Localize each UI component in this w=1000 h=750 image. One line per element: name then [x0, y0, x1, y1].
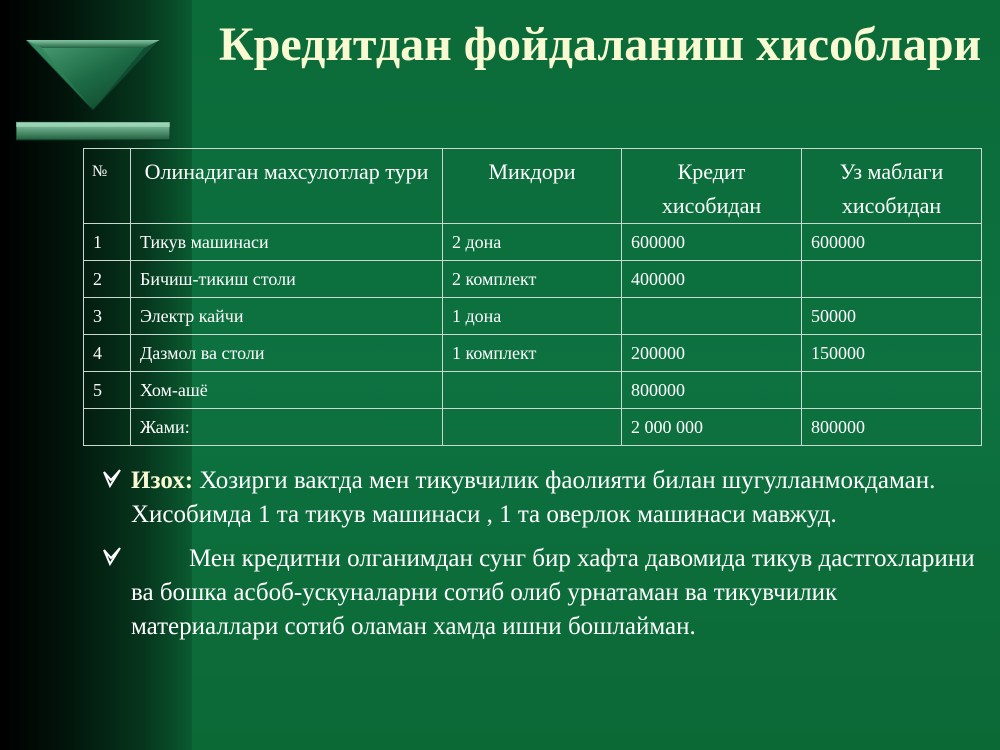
table-row: [84, 372, 982, 409]
cell-product: Дазмол ва столи: [131, 335, 443, 372]
cell-credit: 200000: [622, 335, 802, 372]
cell-quantity: 2 дона: [443, 224, 622, 261]
cell-product: Электр кайчи: [131, 298, 443, 335]
cell-product: Хом-ашё: [131, 372, 443, 409]
cell-credit: 600000: [622, 224, 802, 261]
checkmark-bullet-icon: [103, 466, 121, 500]
cell-number: 5: [84, 372, 131, 409]
cell-number: [84, 409, 131, 446]
cell-own: 150000: [802, 335, 982, 372]
cell-number: 4: [84, 335, 131, 372]
cell-own: 600000: [802, 224, 982, 261]
table-header-row: [84, 149, 982, 224]
cell-own: [802, 372, 982, 409]
cell-quantity: 2 комплект: [443, 261, 622, 298]
note-text: Мен кредитни олганимдан сунг бир хафта давомида тикув дастгохларини ва бошка асбоб-ускуналарни сотиб олиб урнатаман ва тикувчилик материаллари сотиб оламан хамда ишни бошлайман.: [131, 545, 975, 640]
table-row: [84, 298, 982, 335]
cell-quantity: [443, 409, 622, 446]
note-item: [95, 464, 985, 532]
checkmark-bullet-icon: [103, 544, 121, 578]
cell-quantity: 1 дона: [443, 298, 622, 335]
header-credit-amount: Кредит хисобидан: [622, 149, 802, 224]
slide-title: Кредитдан фойдаланиш хисоблари: [218, 18, 982, 71]
note-item: [95, 542, 985, 644]
cell-credit-total: 2 000 000: [622, 409, 802, 446]
note-text: Хозирги вактда мен тикувчилик фаолияти билан шугулланмокдаман. Хисобимда 1 та тикув машинаси , 1 та оверлок машинаси мавжуд.: [131, 467, 936, 528]
cell-credit: 400000: [622, 261, 802, 298]
table-row: [84, 335, 982, 372]
cell-credit: 800000: [622, 372, 802, 409]
note-label: Изох:: [131, 467, 194, 494]
header-quantity: Микдори: [443, 149, 622, 224]
cell-number: 3: [84, 298, 131, 335]
cell-own-total: 800000: [802, 409, 982, 446]
table-row: [84, 261, 982, 298]
table-row: [84, 224, 982, 261]
header-product-type: Олинадиган махсулотлар тури: [131, 149, 443, 224]
cell-own: 50000: [802, 298, 982, 335]
cell-quantity: [443, 372, 622, 409]
credit-table: [83, 148, 982, 446]
cell-own: [802, 261, 982, 298]
cell-number: 1: [84, 224, 131, 261]
header-own-funds: Уз маблаги хисобидан: [802, 149, 982, 224]
cell-quantity: 1 комплект: [443, 335, 622, 372]
cell-product: Бичиш-тикиш столи: [131, 261, 443, 298]
gem-logo-icon: [16, 40, 170, 144]
notes-section: [95, 464, 985, 654]
header-number: №: [84, 149, 131, 224]
cell-total-label: Жами:: [131, 409, 443, 446]
cell-number: 2: [84, 261, 131, 298]
cell-credit: [622, 298, 802, 335]
cell-product: Тикув машинаси: [131, 224, 443, 261]
table-total-row: [84, 409, 982, 446]
